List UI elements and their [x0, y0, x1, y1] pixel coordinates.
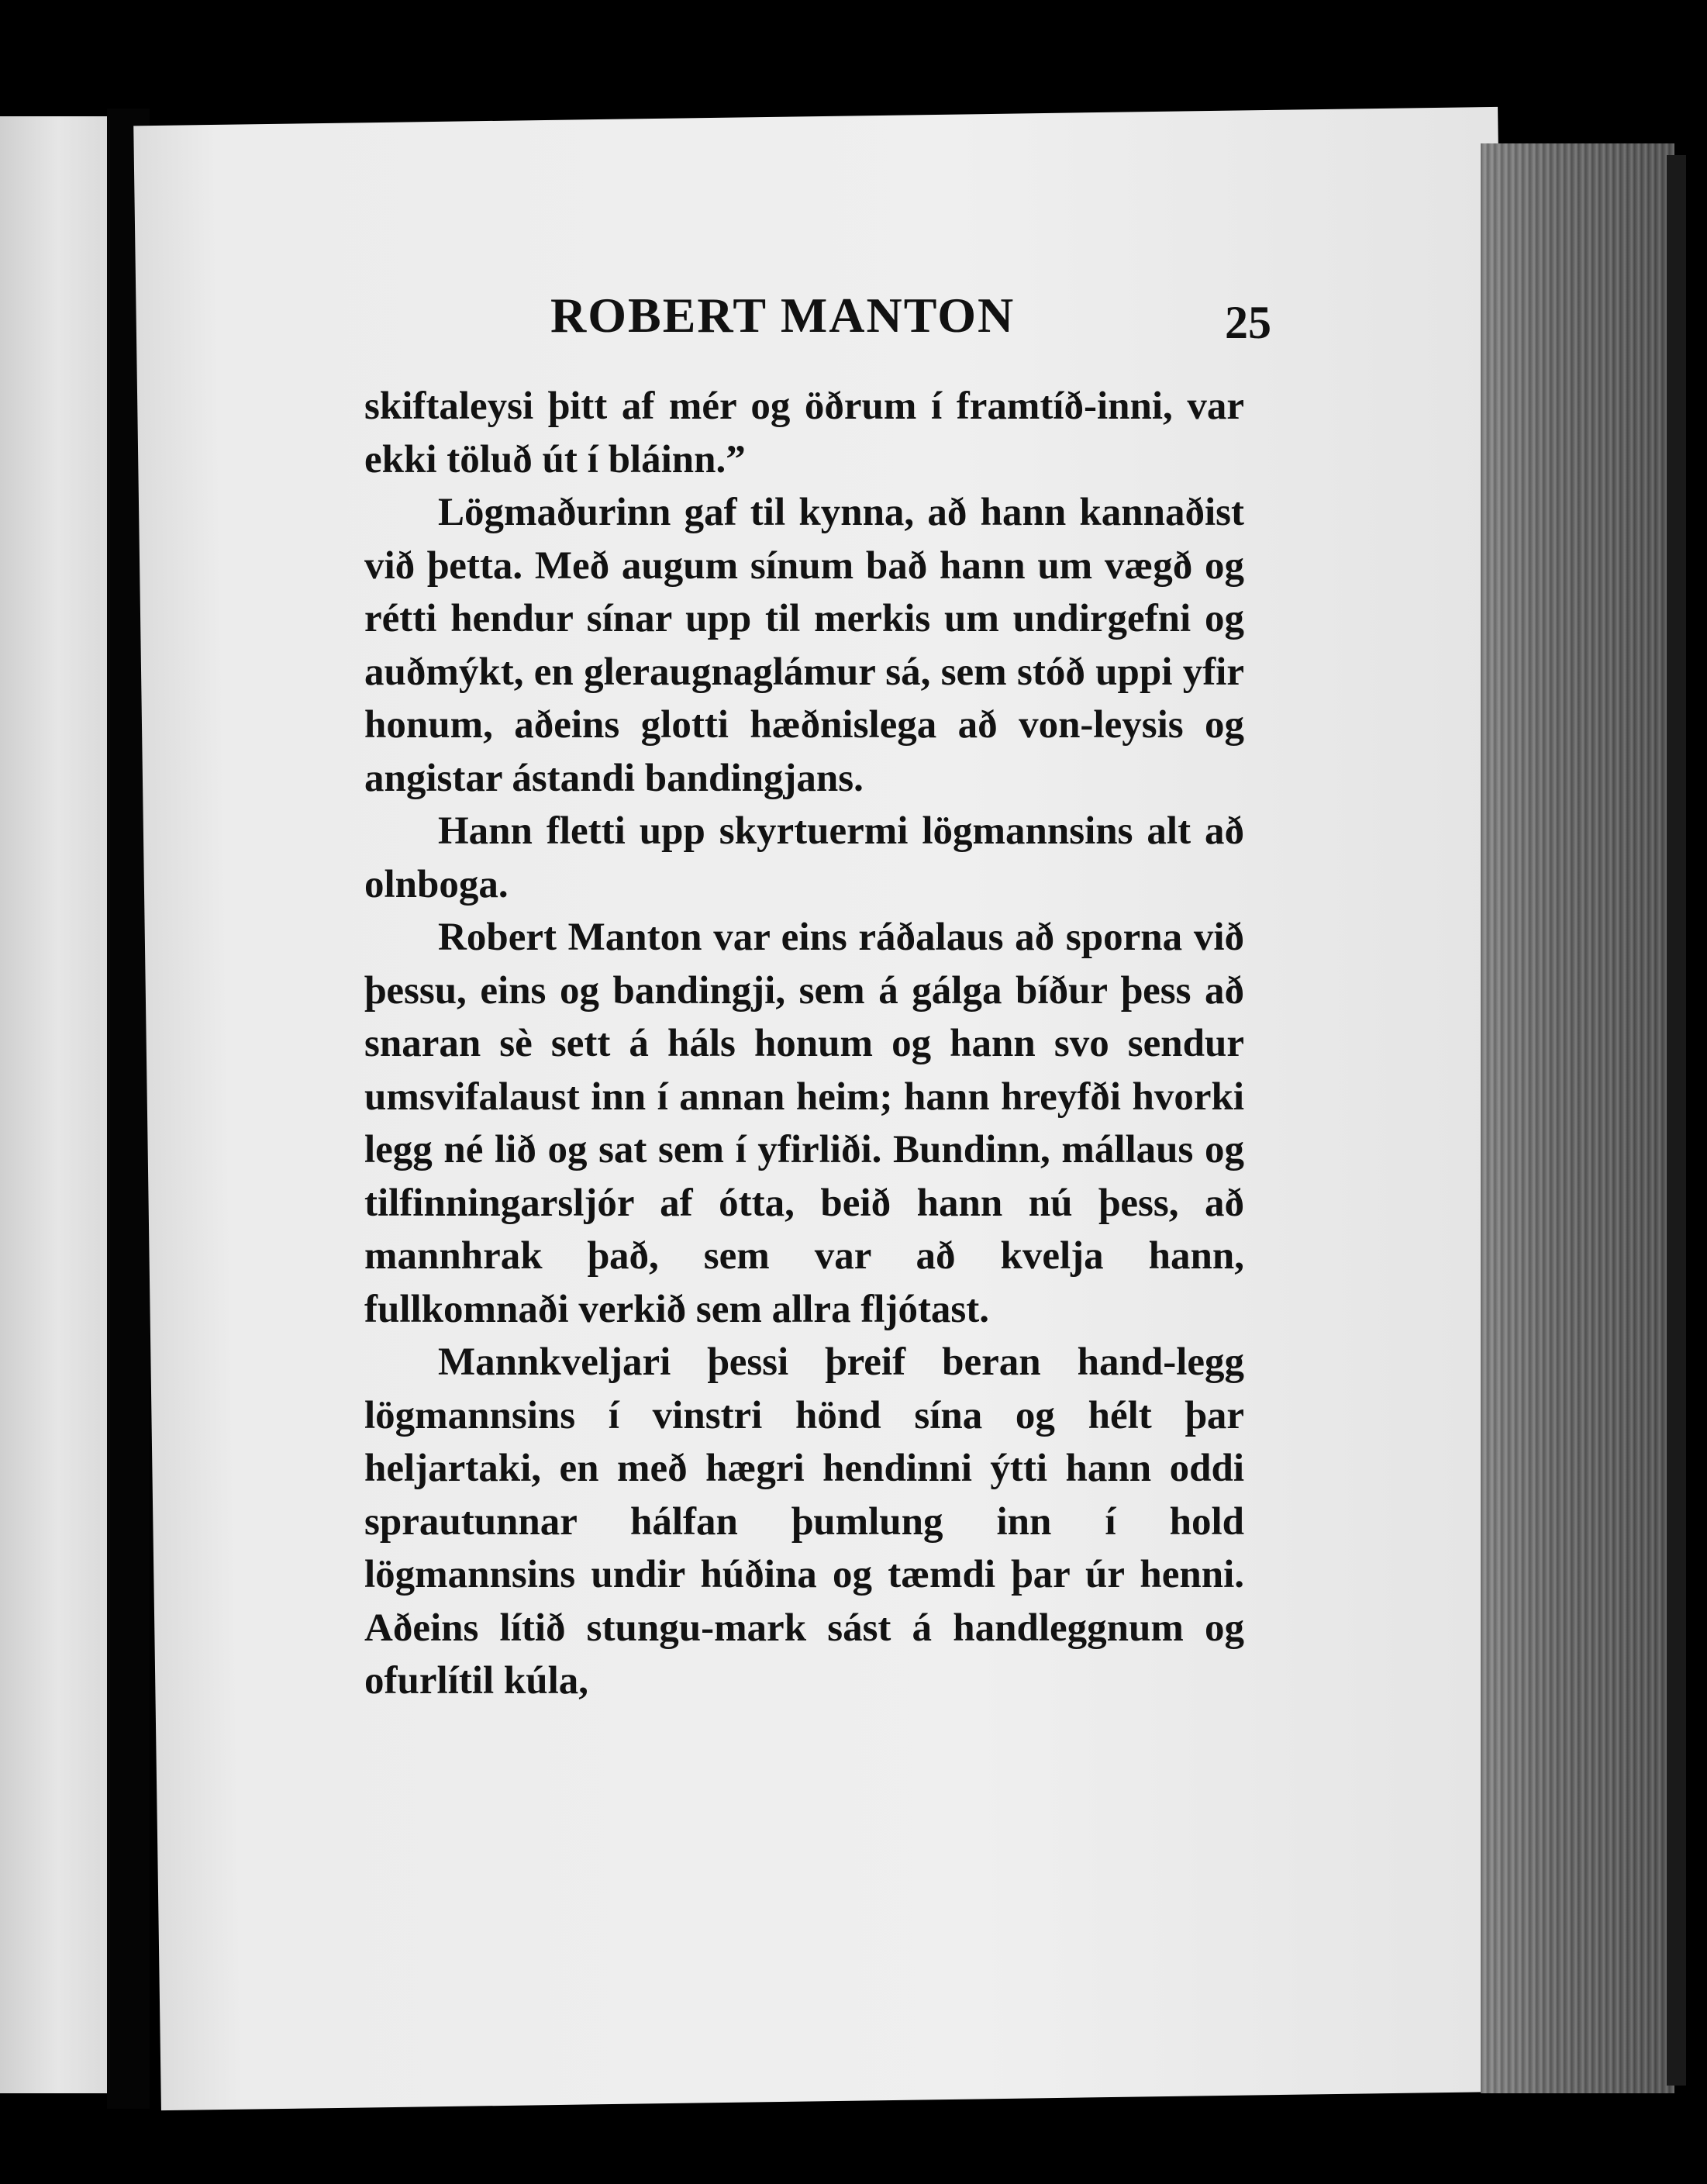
- paragraph: Mannkveljari þessi þreif beran hand-legg lögmannsins í vinstri hönd sína og hélt þar heljartaki, en með hægri hendinni ýtti hann oddi sprautunnar hálfan þumlung inn í hold lögmannsins undir húðina og tæmdi þar úr henni. Aðeins lítið stungu-mark sást á handleggnum og ofurlítil kúla,: [364, 1340, 1244, 1703]
- page-number: 25: [1225, 297, 1271, 348]
- book-cover-edge: [1667, 155, 1686, 2086]
- paragraph: Hann fletti upp skyrtuermi lögmannsins alt að olnboga.: [364, 809, 1244, 906]
- paragraph-continuation: skiftaleysi þitt af mér og öðrum í framtíð-inni, var ekki töluð út í bláinn.”: [364, 385, 1244, 481]
- paragraph: Robert Manton var eins ráðalaus að sporna við þessu, eins og bandingji, sem á gálga bíður þess að snaran sè sett á háls honum og hann svo sendur umsvifalaust inn í annan heim; hann hreyfði hvorki legg né lið og sat sem í yfirliði. Bundinn, mállaus og tilfinningarsljór af ótta, beið hann nú þess, að mannhrak það, sem var að kvelja hann, fullkomnaði verkið sem allra fljótast.: [364, 916, 1244, 1331]
- running-title: ROBERT MANTON: [550, 288, 1016, 343]
- page-header: [527, 279, 1271, 349]
- paragraph: Lögmaðurinn gaf til kynna, að hann kannaðist við þetta. Með augum sínum bað hann um vægð og rétti hendur sínar upp til merkis um undirgefni og auðmýkt, en gleraugnaglámur sá, sem stóð uppi yfir honum, aðeins glotti hæðnislega að von-leysis og angistar ástandi bandingjans.: [364, 491, 1244, 800]
- body-text: [364, 380, 1244, 1708]
- previous-page-sliver: [0, 116, 116, 2093]
- page-block-edge: [1481, 143, 1674, 2093]
